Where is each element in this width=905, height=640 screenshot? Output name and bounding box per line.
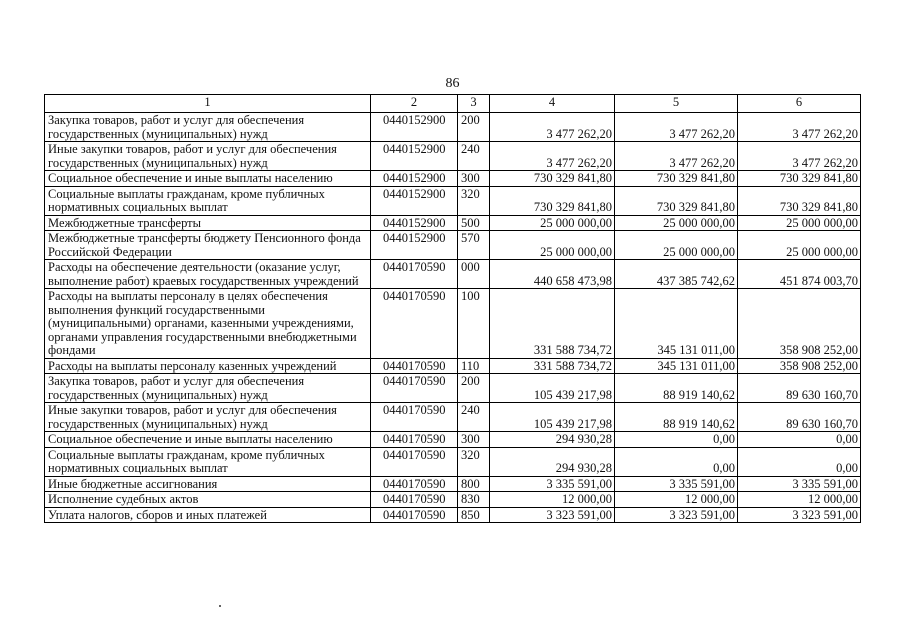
row-value-2: 3 477 262,20 (615, 113, 738, 142)
table-row (45, 492, 861, 508)
table-row (45, 374, 861, 403)
row-value-3: 25 000 000,00 (738, 215, 861, 231)
row-vr: 320 (458, 186, 490, 215)
row-vr: 500 (458, 215, 490, 231)
row-value-2: 3 477 262,20 (615, 142, 738, 171)
row-value-2: 345 131 011,00 (615, 289, 738, 359)
row-vr: 110 (458, 358, 490, 374)
row-value-2: 25 000 000,00 (615, 231, 738, 260)
table-row (45, 403, 861, 432)
row-name: Закупка товаров, работ и услуг для обеспечения государственных (муниципальных) нужд (45, 113, 371, 142)
table-row (45, 186, 861, 215)
row-vr: 000 (458, 260, 490, 289)
row-value-1: 331 588 734,72 (490, 358, 615, 374)
row-code: 0440170590 (371, 476, 458, 492)
row-value-2: 88 919 140,62 (615, 403, 738, 432)
row-value-3: 358 908 252,00 (738, 358, 861, 374)
row-value-2: 0,00 (615, 432, 738, 448)
table-row (45, 447, 861, 476)
row-value-3: 3 477 262,20 (738, 113, 861, 142)
row-code: 0440170590 (371, 403, 458, 432)
row-value-3: 3 323 591,00 (738, 507, 861, 523)
row-value-1: 3 335 591,00 (490, 476, 615, 492)
row-value-3: 25 000 000,00 (738, 231, 861, 260)
row-value-1: 3 477 262,20 (490, 142, 615, 171)
row-value-1: 3 477 262,20 (490, 113, 615, 142)
row-name: Иные закупки товаров, работ и услуг для обеспечения государственных (муниципальных) нужд (45, 142, 371, 171)
row-vr: 320 (458, 447, 490, 476)
table-body (45, 113, 861, 523)
row-name: Расходы на обеспечение деятельности (оказание услуг, выполнение работ) краевых государственных учреждений (45, 260, 371, 289)
table-row (45, 113, 861, 142)
row-code: 0440152900 (371, 142, 458, 171)
row-value-1: 105 439 217,98 (490, 403, 615, 432)
row-value-3: 358 908 252,00 (738, 289, 861, 359)
row-code: 0440170590 (371, 432, 458, 448)
row-name: Закупка товаров, работ и услуг для обеспечения государственных (муниципальных) нужд (45, 374, 371, 403)
row-value-1: 331 588 734,72 (490, 289, 615, 359)
row-vr: 850 (458, 507, 490, 523)
row-value-2: 25 000 000,00 (615, 215, 738, 231)
row-code: 0440170590 (371, 507, 458, 523)
table-row (45, 507, 861, 523)
row-value-1: 105 439 217,98 (490, 374, 615, 403)
row-vr: 200 (458, 113, 490, 142)
row-value-3: 3 335 591,00 (738, 476, 861, 492)
header-col-3: 3 (458, 95, 490, 113)
row-code: 0440170590 (371, 447, 458, 476)
row-value-1: 294 930,28 (490, 447, 615, 476)
row-value-3: 0,00 (738, 432, 861, 448)
row-value-1: 730 329 841,80 (490, 186, 615, 215)
row-value-2: 437 385 742,62 (615, 260, 738, 289)
row-vr: 800 (458, 476, 490, 492)
row-value-2: 88 919 140,62 (615, 374, 738, 403)
table-row (45, 142, 861, 171)
row-name: Межбюджетные трансферты (45, 215, 371, 231)
row-value-3: 3 477 262,20 (738, 142, 861, 171)
header-col-2: 2 (371, 95, 458, 113)
row-name: Социальное обеспечение и иные выплаты населению (45, 432, 371, 448)
row-vr: 570 (458, 231, 490, 260)
row-vr: 240 (458, 403, 490, 432)
row-code: 0440152900 (371, 186, 458, 215)
row-code: 0440152900 (371, 231, 458, 260)
table-row (45, 215, 861, 231)
table-row (45, 171, 861, 187)
row-value-3: 89 630 160,70 (738, 374, 861, 403)
table-row (45, 289, 861, 359)
header-col-1: 1 (45, 95, 371, 113)
row-value-2: 730 329 841,80 (615, 171, 738, 187)
row-vr: 830 (458, 492, 490, 508)
row-value-1: 730 329 841,80 (490, 171, 615, 187)
row-value-3: 89 630 160,70 (738, 403, 861, 432)
row-name: Расходы на выплаты персоналу в целях обеспечения выполнения функций государственными (муниципальными) органами, казенными учреждениями, органами управления государственными внебюджетными фондами (45, 289, 371, 359)
table-row (45, 260, 861, 289)
header-col-4: 4 (490, 95, 615, 113)
page-number: 86 (445, 76, 460, 91)
row-code: 0440170590 (371, 289, 458, 359)
header-row (45, 95, 861, 113)
table-row (45, 358, 861, 374)
row-vr: 200 (458, 374, 490, 403)
row-vr: 300 (458, 171, 490, 187)
row-value-3: 451 874 003,70 (738, 260, 861, 289)
row-name: Иные закупки товаров, работ и услуг для обеспечения государственных (муниципальных) нужд (45, 403, 371, 432)
header-col-5: 5 (615, 95, 738, 113)
header-col-6: 6 (738, 95, 861, 113)
row-code: 0440170590 (371, 492, 458, 508)
row-name: Социальные выплаты гражданам, кроме публичных нормативных социальных выплат (45, 186, 371, 215)
table-row (45, 476, 861, 492)
row-name: Социальное обеспечение и иные выплаты населению (45, 171, 371, 187)
row-value-2: 345 131 011,00 (615, 358, 738, 374)
row-value-3: 730 329 841,80 (738, 186, 861, 215)
row-code: 0440152900 (371, 113, 458, 142)
row-name: Уплата налогов, сборов и иных платежей (45, 507, 371, 523)
row-name: Социальные выплаты гражданам, кроме публичных нормативных социальных выплат (45, 447, 371, 476)
row-value-3: 0,00 (738, 447, 861, 476)
row-code: 0440152900 (371, 171, 458, 187)
row-name: Иные бюджетные ассигнования (45, 476, 371, 492)
row-vr: 100 (458, 289, 490, 359)
row-value-2: 0,00 (615, 447, 738, 476)
row-vr: 240 (458, 142, 490, 171)
row-value-1: 3 323 591,00 (490, 507, 615, 523)
row-code: 0440170590 (371, 260, 458, 289)
row-value-2: 12 000,00 (615, 492, 738, 508)
row-value-2: 730 329 841,80 (615, 186, 738, 215)
row-value-2: 3 323 591,00 (615, 507, 738, 523)
row-value-3: 12 000,00 (738, 492, 861, 508)
row-name: Исполнение судебных актов (45, 492, 371, 508)
row-code: 0440170590 (371, 358, 458, 374)
scan-speck (219, 605, 221, 607)
row-value-1: 440 658 473,98 (490, 260, 615, 289)
row-value-2: 3 335 591,00 (615, 476, 738, 492)
row-value-1: 12 000,00 (490, 492, 615, 508)
row-code: 0440170590 (371, 374, 458, 403)
budget-table (44, 94, 861, 523)
row-value-1: 294 930,28 (490, 432, 615, 448)
row-vr: 300 (458, 432, 490, 448)
row-name: Межбюджетные трансферты бюджету Пенсионного фонда Российской Федерации (45, 231, 371, 260)
row-value-1: 25 000 000,00 (490, 231, 615, 260)
row-code: 0440152900 (371, 215, 458, 231)
table-row (45, 432, 861, 448)
row-value-3: 730 329 841,80 (738, 171, 861, 187)
row-name: Расходы на выплаты персоналу казенных учреждений (45, 358, 371, 374)
table-row (45, 231, 861, 260)
row-value-1: 25 000 000,00 (490, 215, 615, 231)
